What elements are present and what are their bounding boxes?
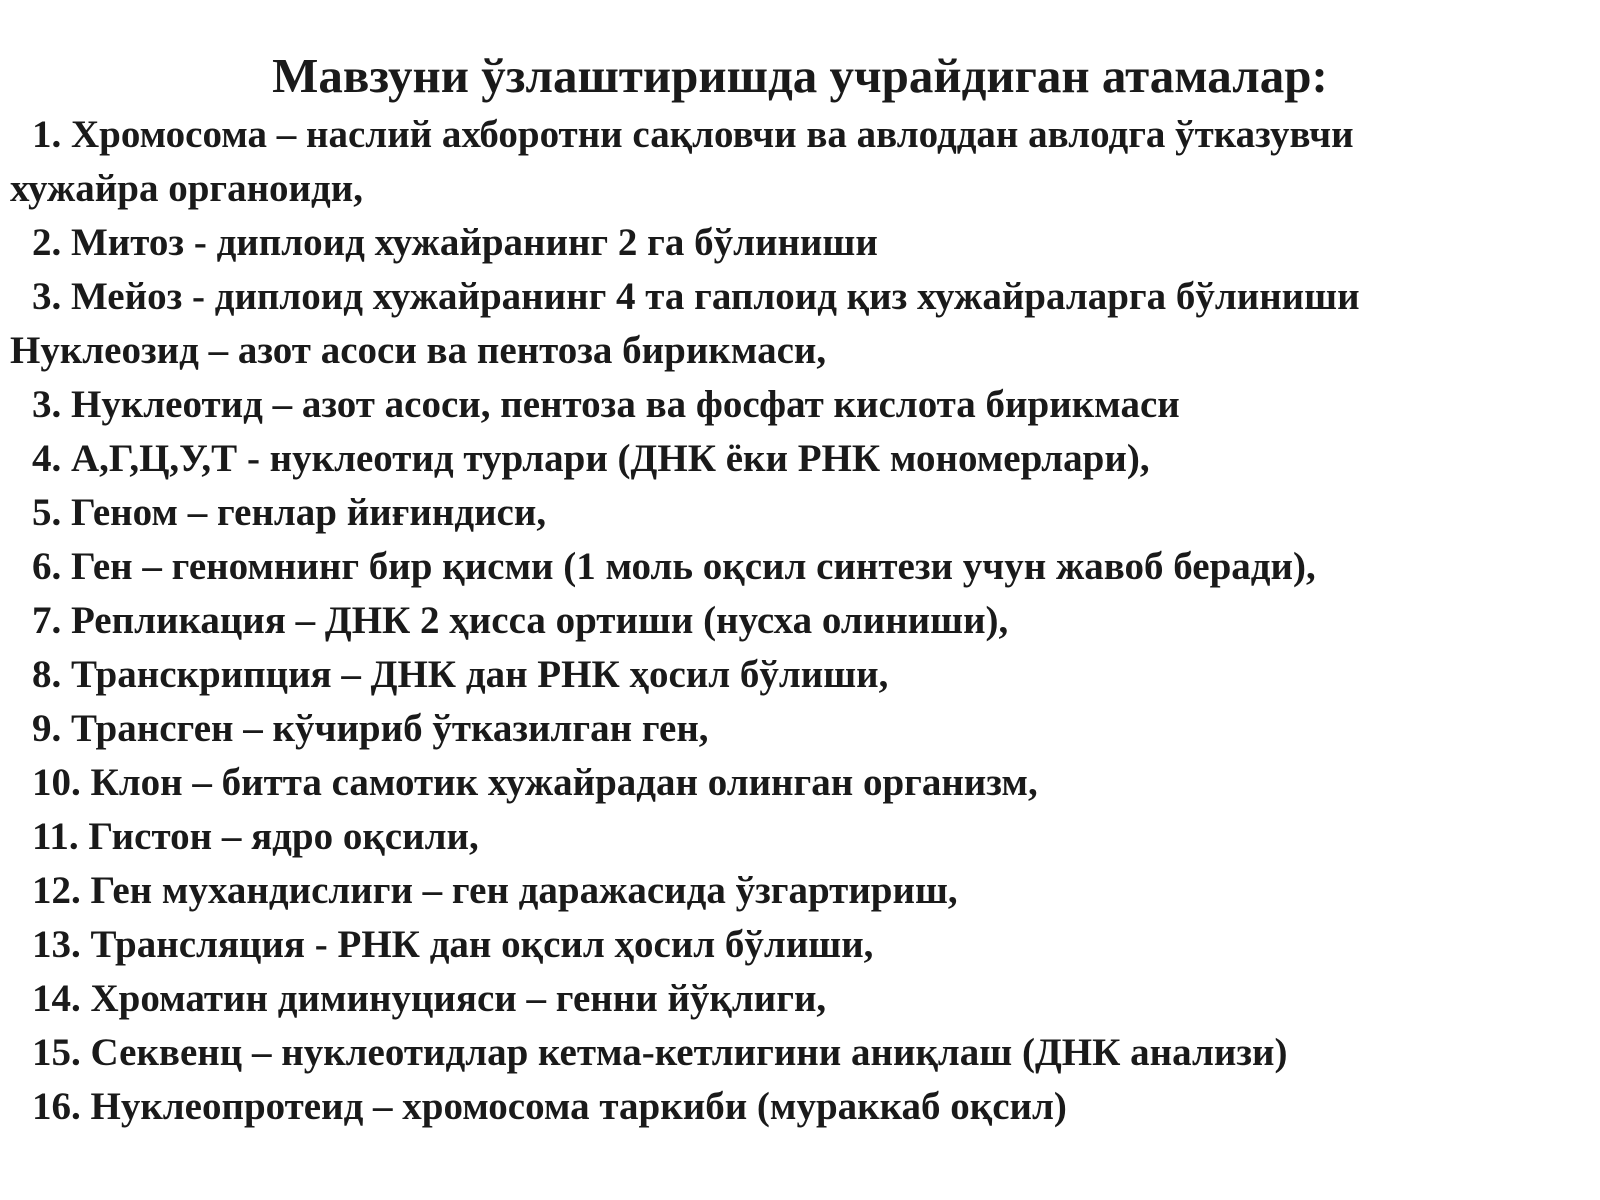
term-line-14: 14. Хроматин диминуцияси – генни йўқлиги,: [32, 977, 827, 1020]
page-title: Мавзуни ўзлаштиришда учрайдиган атамалар:: [272, 48, 1328, 103]
term-line-13: 13. Трансляция - РНК дан оқсил ҳосил бўлиши,: [32, 923, 874, 966]
term-line-9: 9. Трансген – кўчириб ўтказилган ген,: [32, 707, 709, 750]
term-line-4: 4. А,Г,Ц,У,Т - нуклеотид турлари (ДНК ёки РНК мономерлари),: [32, 437, 1150, 480]
terms-list: [10, 108, 1595, 1134]
term-line-8: 8. Транскрипция – ДНК дан РНК ҳосил бўлиши,: [32, 653, 889, 696]
term-line-16: 16. Нуклеопротеид – хромосома таркиби (мураккаб оқсил): [32, 1085, 1067, 1128]
term-line-15: 15. Секвенц – нуклеотидлар кетма-кетлигини аниқлаш (ДНК анализи): [32, 1031, 1288, 1074]
term-line-3: 3. Мейоз - диплоид хужайранинг 4 та гаплоид қиз хужайраларга бўлиниши: [32, 275, 1360, 318]
term-line-7: 7. Репликация – ДНК 2 ҳисса ортиши (нусха олиниши),: [32, 599, 1009, 642]
term-line-3b: 3. Нуклеотид – азот асоси, пентоза ва фосфат кислота бирикмаси: [32, 383, 1180, 426]
term-line-10: 10. Клон – битта самотик хужайрадан олинган организм,: [32, 761, 1038, 804]
term-line-1-continued: хужайра органоиди,: [10, 167, 363, 210]
term-line-nucleoside: Нуклеозид – азот асоси ва пентоза бирикмаси,: [10, 329, 827, 372]
term-line-11: 11. Гистон – ядро оқсили,: [32, 815, 479, 858]
term-line-2: 2. Митоз - диплоид хужайранинг 2 га бўлиниши: [32, 221, 878, 264]
term-line-6: 6. Ген – геномнинг бир қисми (1 моль оқсил синтези учун жавоб беради),: [32, 545, 1316, 588]
term-line-12: 12. Ген мухандислиги – ген даражасида ўзгартириш,: [32, 869, 958, 912]
term-line-1: 1. Хромосома – наслий ахборотни сақловчи ва авлоддан авлодга ўтказувчи: [32, 113, 1354, 156]
term-line-5: 5. Геном – генлар йиғиндиси,: [32, 491, 547, 534]
